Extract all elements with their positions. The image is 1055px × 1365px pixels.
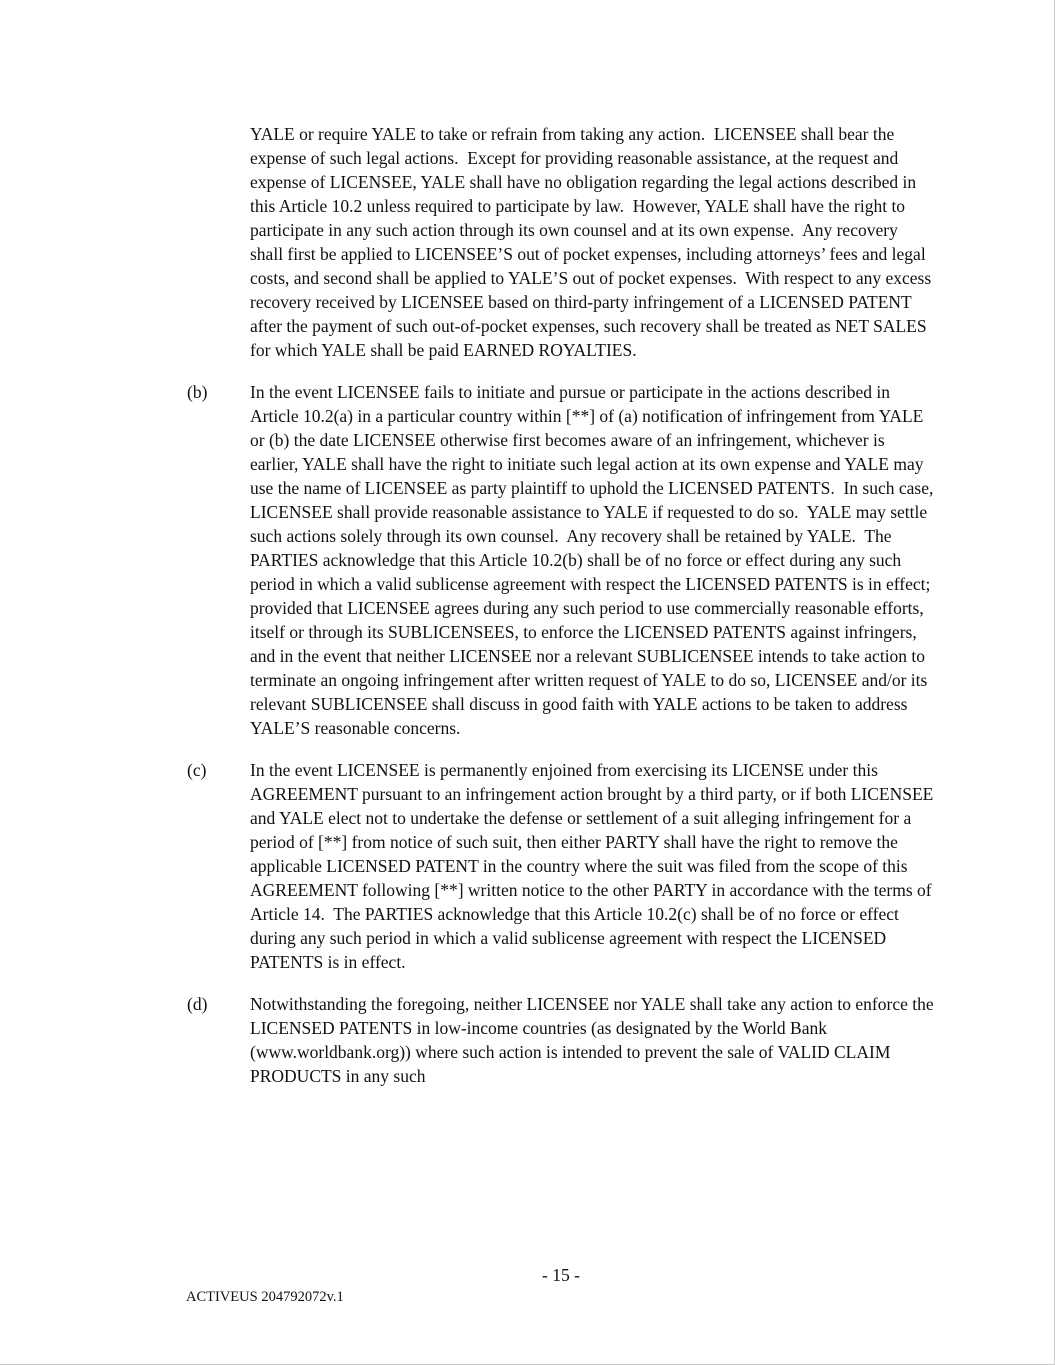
document-body bbox=[187, 122, 938, 1106]
paragraph-text: In the event LICENSEE fails to initiate and pursue or participate in the actions described in Article 10.2(a) in a particular country within [**] of (a) notification of infringement from YALE or (b) the date LICENSEE otherwise first becomes aware of an infringement, whichever is earlier, YALE shall have the right to initiate such legal action at its own expense and YALE may use the name of LICENSEE as party plaintiff to uphold the LICENSED PATENTS. In such case, LICENSEE shall provide reasonable assistance to YALE if requested to do so. YALE may settle such actions solely through its own counsel. Any recovery shall be retained by YALE. The PARTIES acknowledge that this Article 10.2(b) shall be of no force or effect during any such period in which a valid sublicense agreement with respect the LICENSED PATENTS is in effect; provided that LICENSEE agrees during any such period to use commercially reasonable efforts, itself or through its SUBLICENSEES, to enforce the LICENSED PATENTS against infringers, and in the event that neither LICENSEE nor a relevant SUBLICENSEE intends to take action to terminate an ongoing infringement after written request of YALE to do so, LICENSEE and/or its relevant SUBLICENSEE shall discuss in good faith with YALE actions to be taken to address YALE’S reasonable concerns. bbox=[250, 382, 938, 738]
paragraph-text: Notwithstanding the foregoing, neither LICENSEE nor YALE shall take any action to enforce the LICENSED PATENTS in low-income countries (as designated by the World Bank (www.worldbank.org)) where such action is intended to prevent the sale of VALID CLAIM PRODUCTS in any such bbox=[250, 994, 938, 1086]
paragraph-label: (d) bbox=[187, 994, 208, 1014]
paragraph bbox=[187, 758, 938, 974]
paragraph-label: (b) bbox=[187, 382, 208, 402]
document-id-footer: ACTIVEUS 204792072v.1 bbox=[186, 1289, 344, 1305]
paragraph-text: YALE or require YALE to take or refrain from taking any action. LICENSEE shall bear the expense of such legal actions. Except for providing reasonable assistance, at the request and expense of LICENSEE, YALE shall have no obligation regarding the legal actions described in this Article 10.2 unless required to participate by law. However, YALE shall have the right to participate in any such action through its own counsel and at its own expense. Any recovery shall first be applied to LICENSEE’S out of pocket expenses, including attorneys’ fees and legal costs, and second shall be applied to YALE’S out of pocket expenses. With respect to any excess recovery received by LICENSEE based on third-party infringement of a LICENSED PATENT after the payment of such out-of-pocket expenses, such recovery shall be treated as NET SALES for which YALE shall be paid EARNED ROYALTIES. bbox=[250, 124, 936, 360]
paragraph bbox=[187, 380, 938, 740]
paragraph-text: In the event LICENSEE is permanently enjoined from exercising its LICENSE under this AGREEMENT pursuant to an infringement action brought by a third party, or if both LICENSEE and YALE elect not to undertake the defense or settlement of a suit alleging infringement for a period of [**] from notice of such suit, then either PARTY shall have the right to remove the applicable LICENSED PATENT in the country where the suit was filed from the scope of this AGREEMENT following [**] written notice to the other PARTY in accordance with the terms of Article 14. The PARTIES acknowledge that this Article 10.2(c) shall be of no force or effect during any such period in which a valid sublicense agreement with respect the LICENSED PATENTS is in effect. bbox=[250, 760, 938, 972]
page-number: - 15 - bbox=[542, 1265, 580, 1285]
paragraph-label bbox=[187, 122, 250, 362]
paragraph bbox=[187, 122, 935, 362]
paragraph-label: (c) bbox=[187, 760, 207, 780]
paragraph bbox=[187, 992, 938, 1088]
